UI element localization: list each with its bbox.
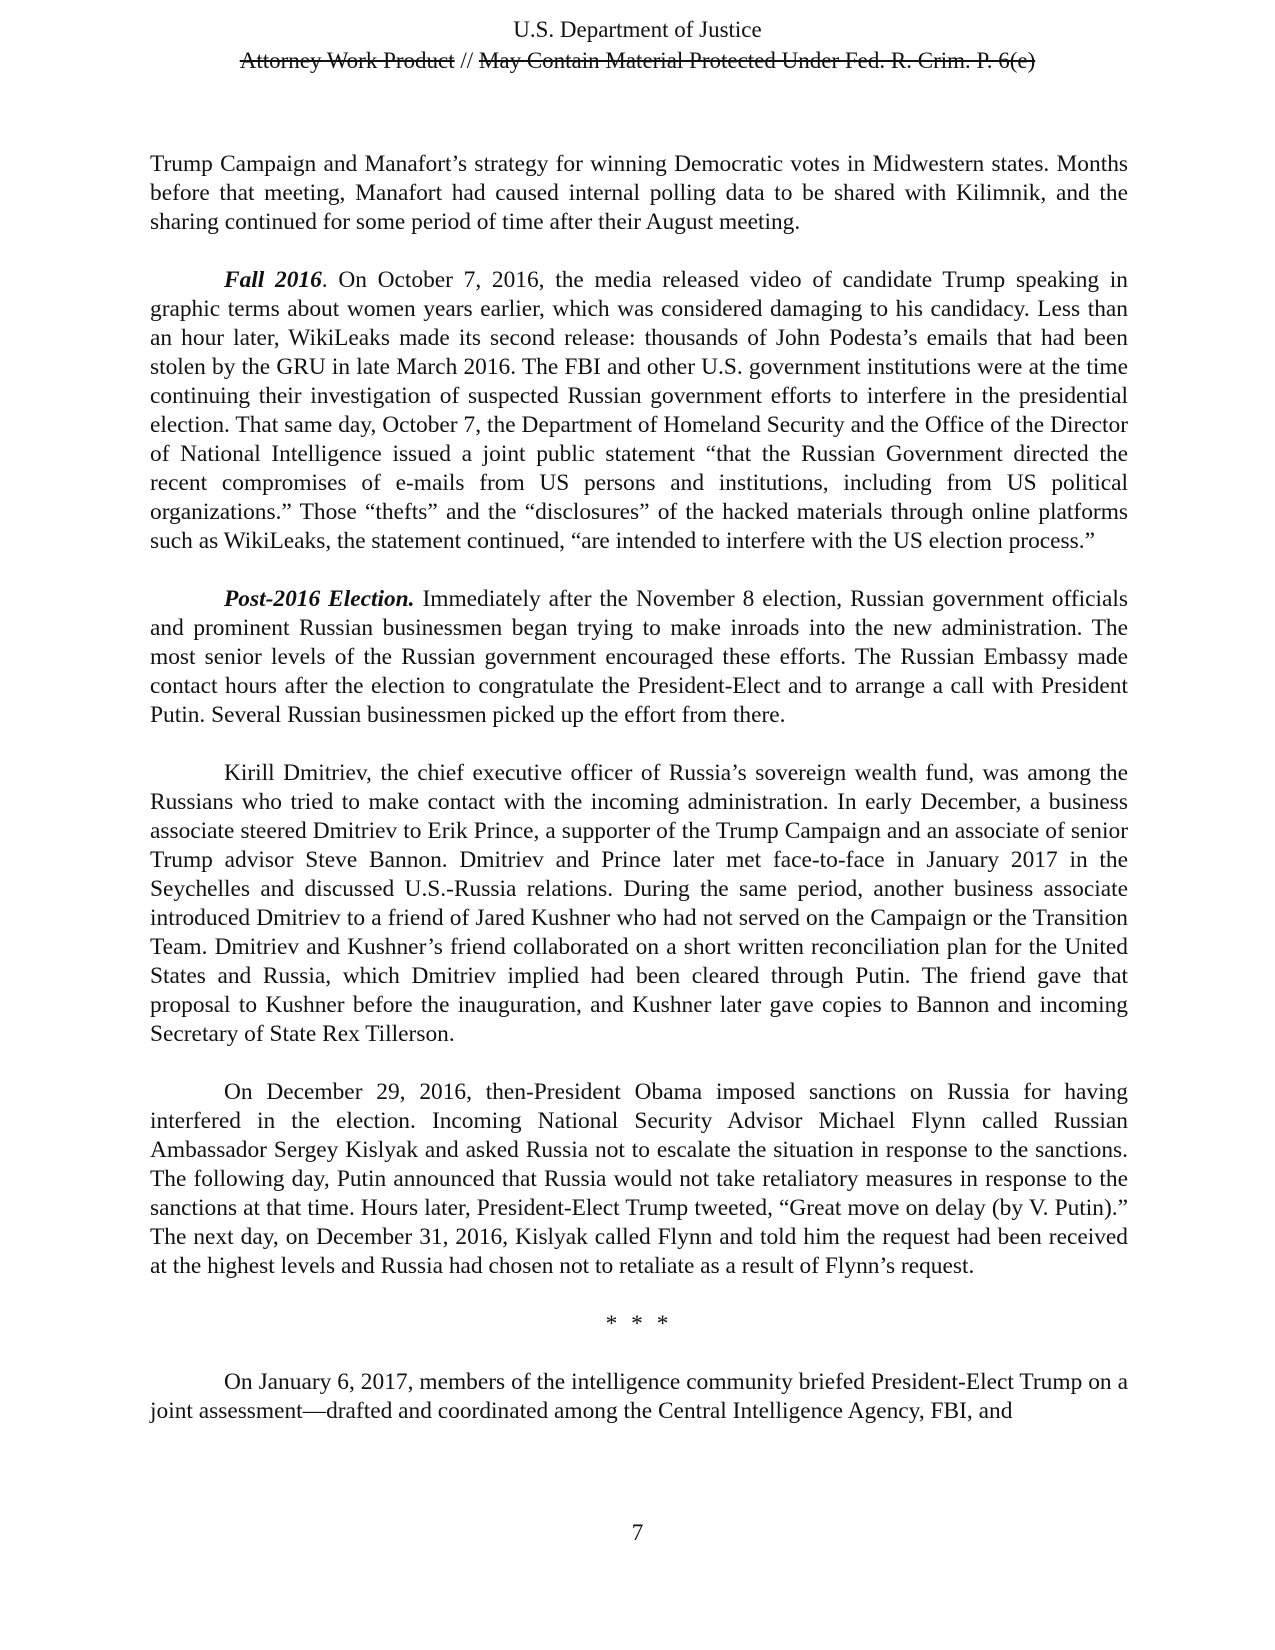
document-body — [150, 150, 1128, 1426]
paragraph-sanctions: On December 29, 2016, then-President Obama imposed sanctions on Russia for having interfered in the election. Incoming National Security Advisor Michael Flynn called Russian Ambassador Sergey Kislyak and asked Russia not to escalate the situation in response to the sanctions. The following day, Putin announced that Russia would not take retaliatory measures in response to the sanctions at that time. Hours later, President-Elect Trump tweeted, “Great move on delay (by V. Putin).” The next day, on December 31, 2016, Kislyak called Flynn and told him the request had been received at the highest levels and Russia had chosen not to retaliate as a result of Flynn’s request. — [150, 1079, 1128, 1279]
paragraph-fall-2016-text: . On October 7, 2016, the media released video of candidate Trump speaking in graphic terms about women years earlier, which was considered damaging to his candidacy. Less than an hour later, WikiLeaks made its second release: thousands of John Podesta’s emails that had been stolen by the GRU in late March 2016. The FBI and other U.S. government institutions were at the time continuing their investigation of suspected Russian government efforts to interfere in the presidential election. That same day, October 7, the Department of Homeland Security and the Office of the Director of National Intelligence issued a joint public statement “that the Russian Government directed the recent compromises of e-mails from US persons and institutions, including from US political organizations.” Those “thefts” and the “disclosures” of the hacked materials through online platforms such as WikiLeaks, the statement continued, “are intended to interfere with the US election process.” — [150, 267, 1128, 554]
header-marking — [0, 45, 1275, 76]
header-agency: U.S. Department of Justice — [513, 17, 762, 42]
paragraph-dmitriev: Kirill Dmitriev, the chief executive officer of Russia’s sovereign wealth fund, was among the Russians who tried to make contact with the incoming administration. In early December, a business associate steered Dmitriev to Erik Prince, a supporter of the Trump Campaign and an associate of senior Trump advisor Steve Bannon. Dmitriev and Prince later met face-to-face in January 2017 in the Seychelles and discussed U.S.-Russia relations. During the same period, another business associate introduced Dmitriev to a friend of Jared Kushner who had not served on the Campaign or the Transition Team. Dmitriev and Kushner’s friend collaborated on a short written reconciliation plan for the United States and Russia, which Dmitriev implied had been cleared through Putin. The friend gave that proposal to Kushner before the inauguration, and Kushner later gave copies to Bannon and incoming Secretary of State Rex Tillerson. — [150, 760, 1128, 1047]
section-lead-post-2016-election: Post-2016 Election. — [224, 586, 415, 612]
document-header — [0, 14, 1275, 76]
paragraph-post-2016-election — [150, 585, 1128, 730]
section-separator: * * * — [605, 1311, 673, 1337]
marking-separator: // — [454, 48, 479, 73]
paragraph-january-briefing: On January 6, 2017, members of the intelligence community briefed President-Elect Trump on a joint assessment—drafted and coordinated among the Central Intelligence Agency, FBI, and — [150, 1369, 1128, 1424]
paragraph-post-2016-election-text: Immediately after the November 8 election, Russian government officials and prominent Russian businessmen began trying to make inroads into the new administration. The most senior levels of the Russian government encouraged these efforts. The Russian Embassy made contact hours after the election to congratulate the President-Elect and to arrange a call with President Putin. Several Russian businessmen picked up the effort from there. — [150, 586, 1129, 728]
marking-work-product: Attorney Work Product — [239, 48, 455, 73]
paragraph-campaign-strategy: Trump Campaign and Manafort’s strategy for winning Democratic votes in Midwestern states. Months before that meeting, Manafort had caused internal polling data to be shared with Kilimnik, and the sharing continued for some period of time after their August meeting. — [150, 151, 1128, 235]
section-lead-fall-2016: Fall 2016 — [224, 267, 322, 293]
paragraph-fall-2016 — [150, 266, 1128, 556]
page-number: 7 — [631, 1520, 644, 1545]
marking-grand-jury: May Contain Material Protected Under Fed. R. Crim. P. 6(e) — [478, 48, 1036, 73]
